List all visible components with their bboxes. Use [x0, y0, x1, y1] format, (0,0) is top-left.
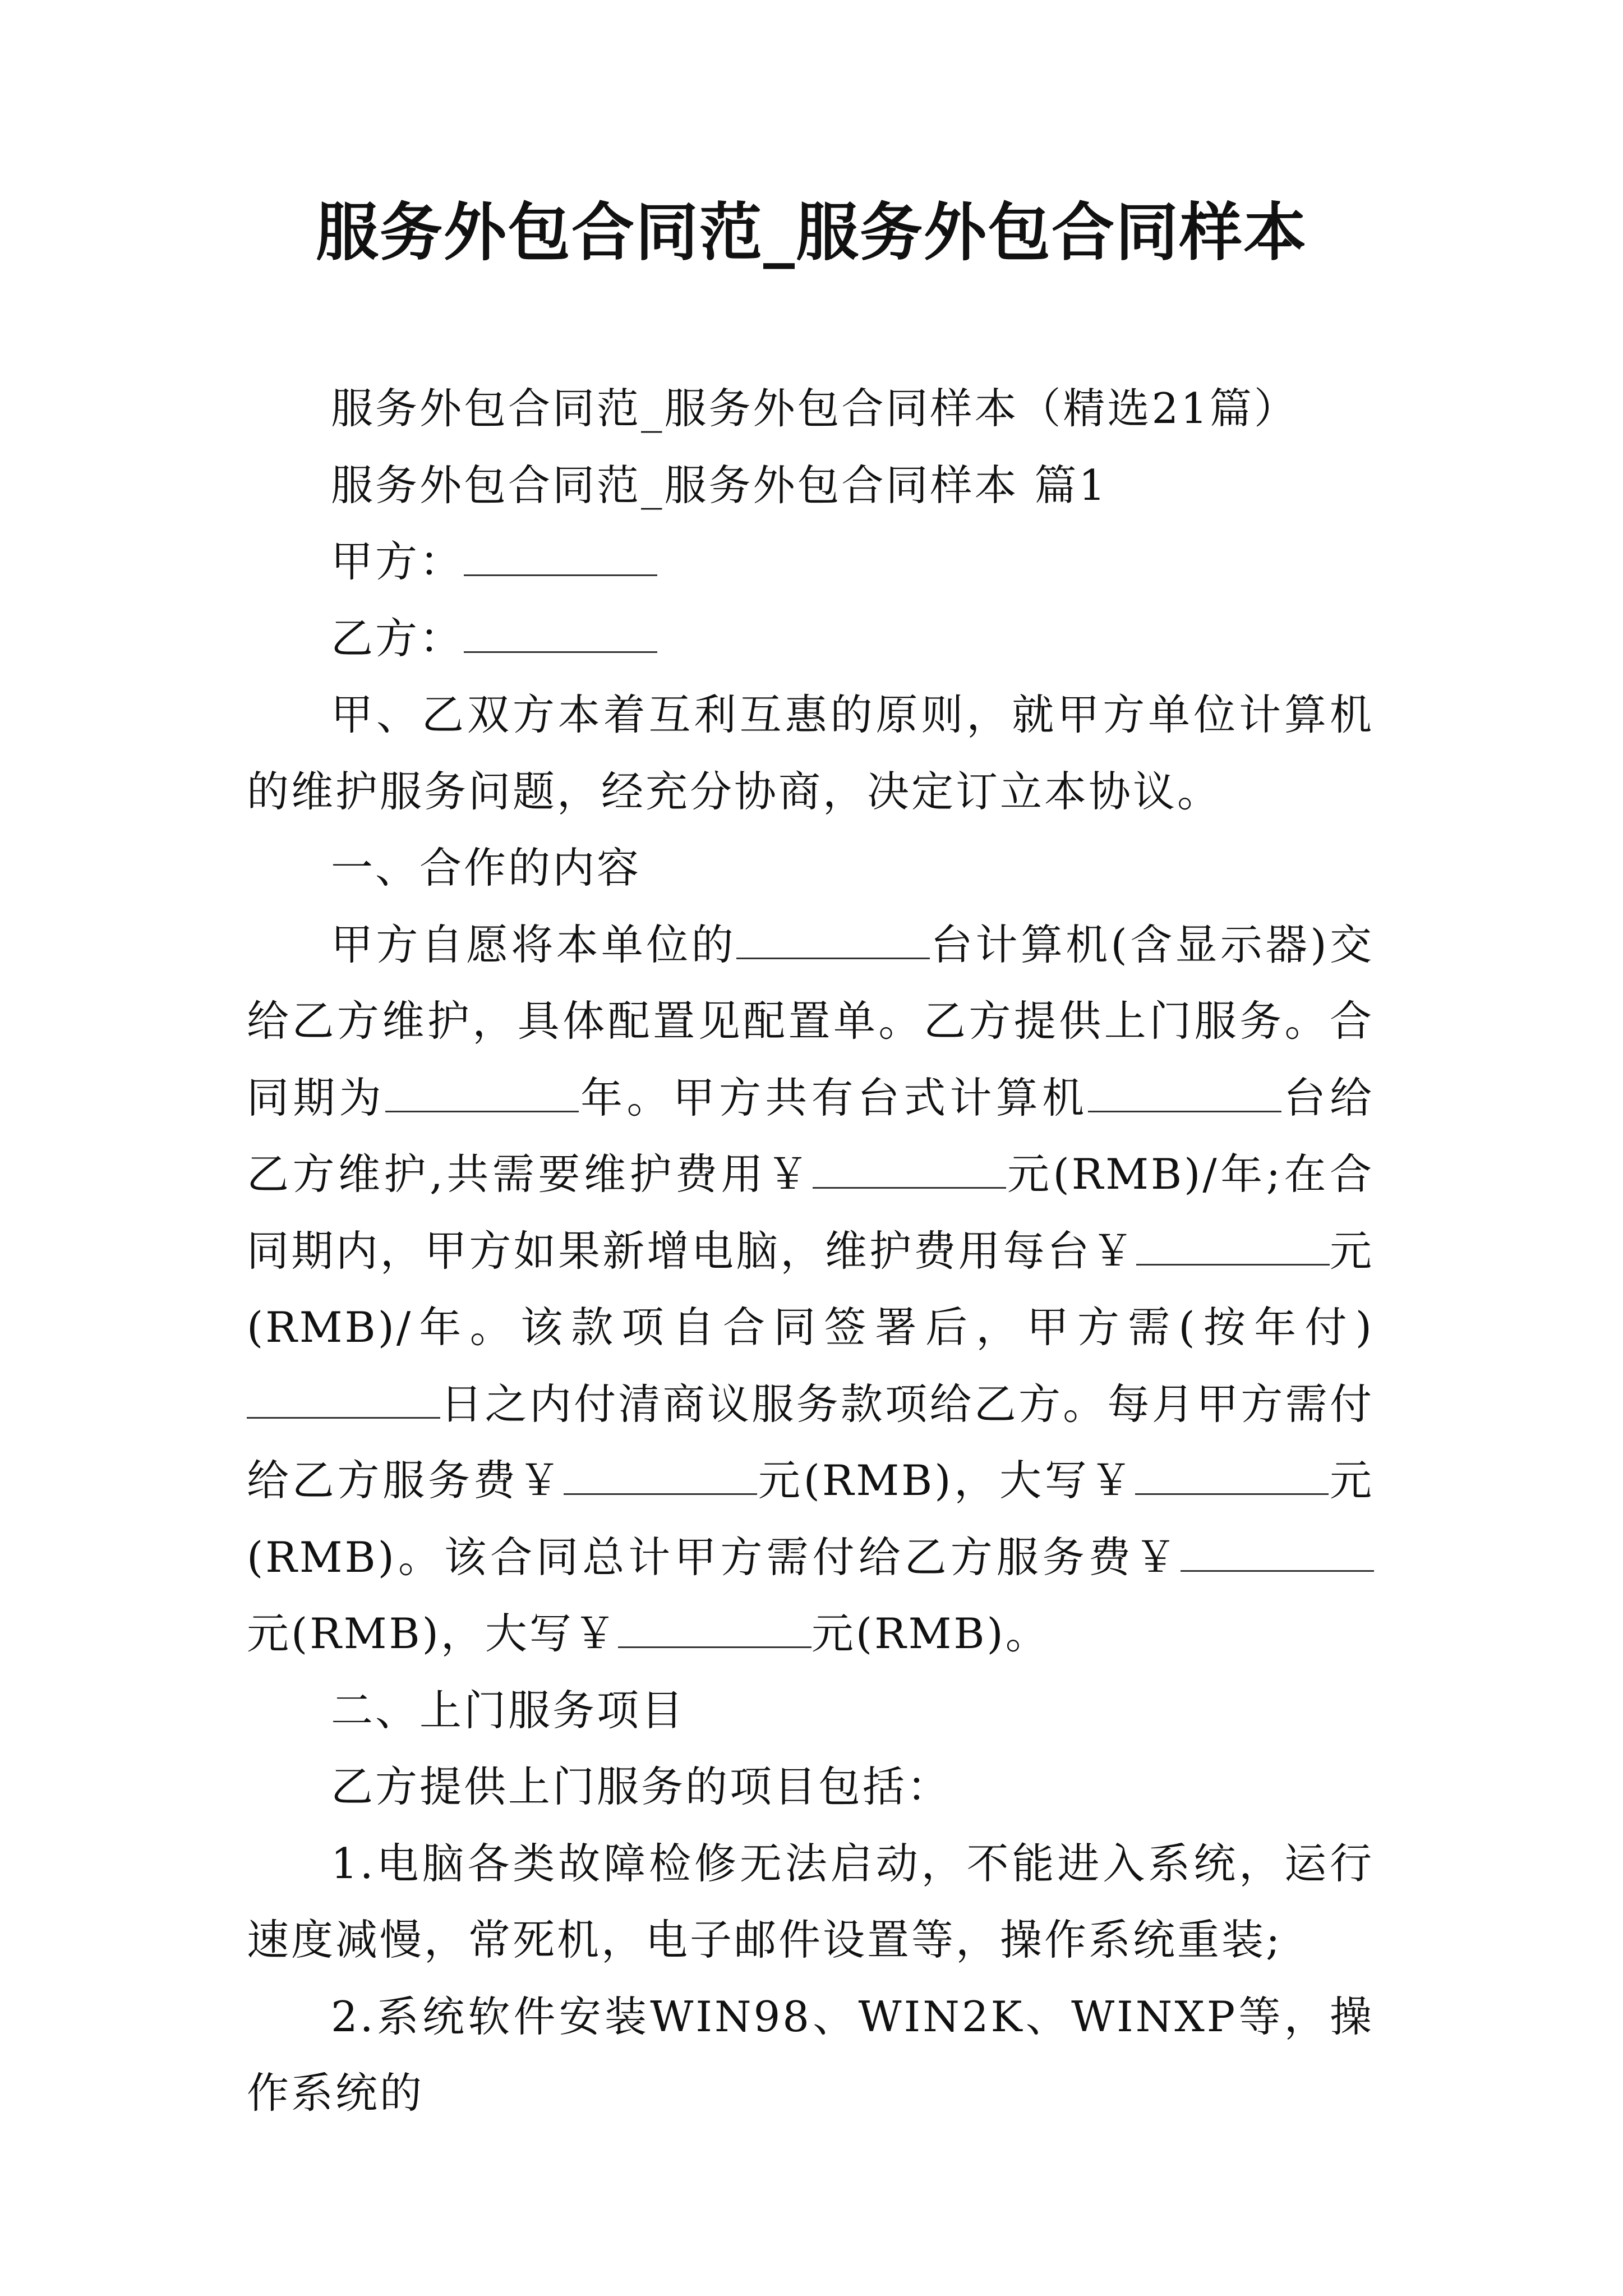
- fill-in-blank: [1088, 1070, 1281, 1112]
- fill-in-blank: [385, 1070, 579, 1112]
- fill-in-blank: [736, 917, 930, 959]
- paragraph-p9: [247, 1749, 1374, 1825]
- paragraph-text: 1.电脑各类故障检修无法启动，不能进入系统，运行速度减慢，常死机，电子邮件设置等，操作系统重装;: [247, 1838, 1374, 1964]
- fill-in-blank: [1136, 1223, 1330, 1265]
- fill-in-blank: [813, 1147, 1006, 1189]
- fill-in-blank: [618, 1607, 811, 1648]
- paragraph-p3: [247, 523, 1374, 600]
- paragraph-p8: [247, 1672, 1374, 1749]
- paragraph-text: 元(RMB)。该合同总计甲方需付给乙方服务费￥: [247, 1456, 1374, 1582]
- fill-in-blank: [247, 1377, 440, 1418]
- paragraph-text: 乙方提供上门服务的项目包括：: [331, 1762, 952, 1811]
- paragraph-p1: [247, 370, 1374, 447]
- paragraph-text: 甲方：: [331, 537, 464, 586]
- fill-in-blank: [464, 535, 657, 576]
- paragraph-text: 一、合作的内容: [331, 843, 642, 892]
- paragraph-text: 乙方：: [331, 613, 464, 663]
- fill-in-blank: [464, 611, 657, 652]
- paragraph-text: 甲、乙双方本着互利互惠的原则，就甲方单位计算机的维护服务问题，经充分协商，决定订立本协议。: [247, 690, 1374, 816]
- fill-in-blank: [1135, 1453, 1329, 1495]
- paragraph-text: 服务外包合同范_服务外包合同样本（精选21篇）: [331, 384, 1298, 433]
- paragraph-text: 台计算机(含显示器)交给乙方维护，具体配置见配置单。乙方提供上门服务。合同期为: [247, 919, 1374, 1122]
- fill-in-blank: [1181, 1530, 1374, 1571]
- paragraph-p5: [247, 677, 1374, 830]
- paragraph-text: 元(RMB)/年;在合同期内，甲方如果新增电脑，维护费用每台￥: [247, 1149, 1375, 1276]
- paragraph-text: 服务外包合同范_服务外包合同样本 篇1: [331, 460, 1108, 510]
- paragraph-text: 日之内付清商议服务款项给乙方。每月甲方需付给乙方服务费￥: [247, 1379, 1374, 1505]
- document-title: 服务外包合同范_服务外包合同样本: [316, 196, 1307, 269]
- paragraph-p4: [247, 600, 1374, 677]
- paragraph-p10: [247, 1825, 1374, 1978]
- paragraph-text: 元(RMB)。: [811, 1609, 1050, 1658]
- paragraph-text: 台给乙方维护,共需要维护费用￥: [247, 1073, 1374, 1199]
- paragraph-text: 甲方自愿将本单位的: [331, 919, 736, 969]
- paragraph-text: 元(RMB)，大写￥: [247, 1609, 618, 1658]
- paragraph-text: 元(RMB)/年。该款项自合同签署后，甲方需(按年付): [247, 1226, 1374, 1352]
- paragraph-text: 元(RMB)，大写￥: [757, 1456, 1136, 1505]
- document-body: [247, 370, 1374, 2132]
- paragraph-p6: [247, 830, 1374, 907]
- paragraph-p7: [247, 907, 1374, 1672]
- fill-in-blank: [564, 1453, 757, 1495]
- paragraph-text: 年。甲方共有台式计算机: [578, 1073, 1089, 1122]
- paragraph-text: 2.系统软件安装WIN98、WIN2K、WINXP等，操作系统的: [247, 1991, 1374, 2118]
- paragraph-text: 二、上门服务项目: [331, 1685, 686, 1735]
- paragraph-p2: [247, 447, 1374, 524]
- paragraph-p11: [247, 1978, 1374, 2132]
